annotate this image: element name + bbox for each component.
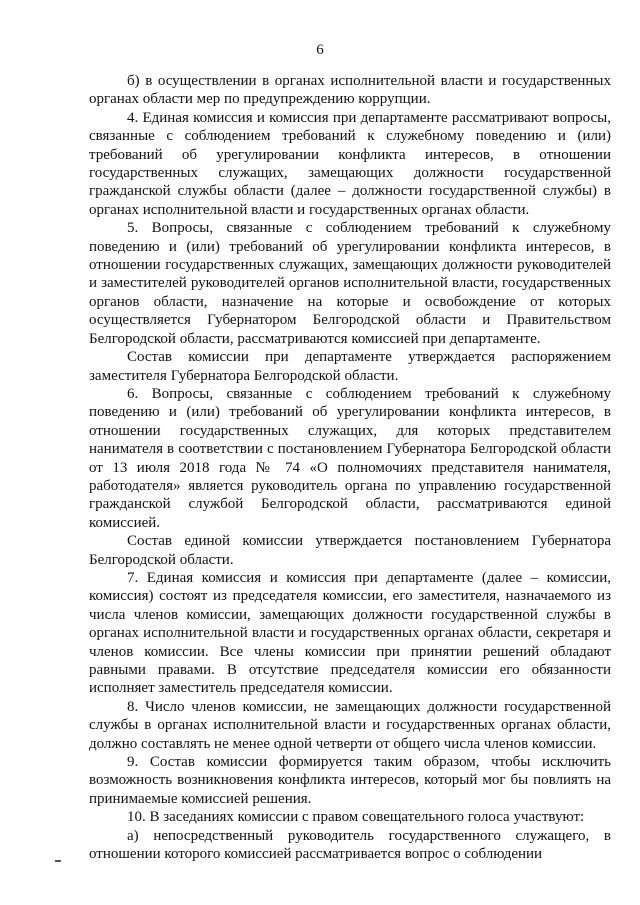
scan-margin-mark [55,860,61,862]
paragraph-9: 9. Состав комиссии формируется таким образом, чтобы исключить возможность возникновения конфликта интересов, который мог бы повлиять на принимаемые комиссией решения. [89,754,611,807]
paragraph-6: 6. Вопросы, связанные с соблюдением требований к служебному поведению и (или) требований об урегулировании конфликта интересов, в отношении государственных служащих, для которых представителем нанимателя в соответствии с постановлением Губернатора Белгородской области от 13 июля 2018 года № 74 «О полномочиях представителя нанимателя, работодателя» является руководитель органа по управлению государственной гражданской службой Белгородской области, рассматриваются единой комиссией. [89,385,611,531]
page-number: 6 [316,42,324,58]
paragraph-5: 5. Вопросы, связанные с соблюдением требований к служебному поведению и (или) требований об урегулировании конфликта интересов, в отношении государственных служащих, замещающих должности руководителей и заместителей руководителей органов исполнительной власти, государственных органов области, назначение на которые и освобождение от которых осуществляется Губернатором Белгородской области и Правительством Белгородской области, рассматриваются комиссией при департаменте. [89,220,611,347]
paragraph-4: 4. Единая комиссия и комиссия при департаменте рассматривают вопросы, связанные с соблюдением требований к служебному поведению и (или) требований об урегулировании конфликта интересов, в отношении государственных служащих, замещающих должности государственной гражданской службы области (далее – должности государственной службы) в органах исполнительной власти и государственных органах области. [89,109,611,218]
paragraph-10a: а) непосредственный руководитель государственного служащего, в отношении которого комиссией рассматривается вопрос о соблюдении [89,827,611,863]
paragraph-10: 10. В заседаниях комиссии с правом совещательного голоса участвуют: [127,809,585,826]
paragraph-8: 8. Число членов комиссии, не замещающих должности государственной службы в органах исполнительной власти и государственных органах области, должно составлять не менее одной четверти от общего числа членов комиссии. [89,698,611,752]
paragraph-6b: б) в осуществлении в органах исполнительной власти и государственных органах области мер по предупреждению коррупции. [89,73,611,108]
paragraph-6-composition: Состав единой комиссии утверждается постановлением Губернатора Белгородской области. [89,533,611,568]
document-body [89,72,611,863]
paragraph-7: 7. Единая комиссия и комиссия при департаменте (далее – комиссии, комиссия) состоят из председателя комиссии, его заместителя, назначаемого из числа членов комиссии, замещающих должности государственной службы в органах исполнительной власти и государственных органах области, секретаря и членов комиссии. Все члены комиссии при принятии решений обладают равными правами. В отсутствие председателя комиссии его обязанности исполняет заместитель председателя комиссии. [89,569,611,697]
paragraph-5-composition: Состав комиссии при департаменте утверждается распоряжением заместителя Губернатора Белгородской области. [89,349,611,384]
